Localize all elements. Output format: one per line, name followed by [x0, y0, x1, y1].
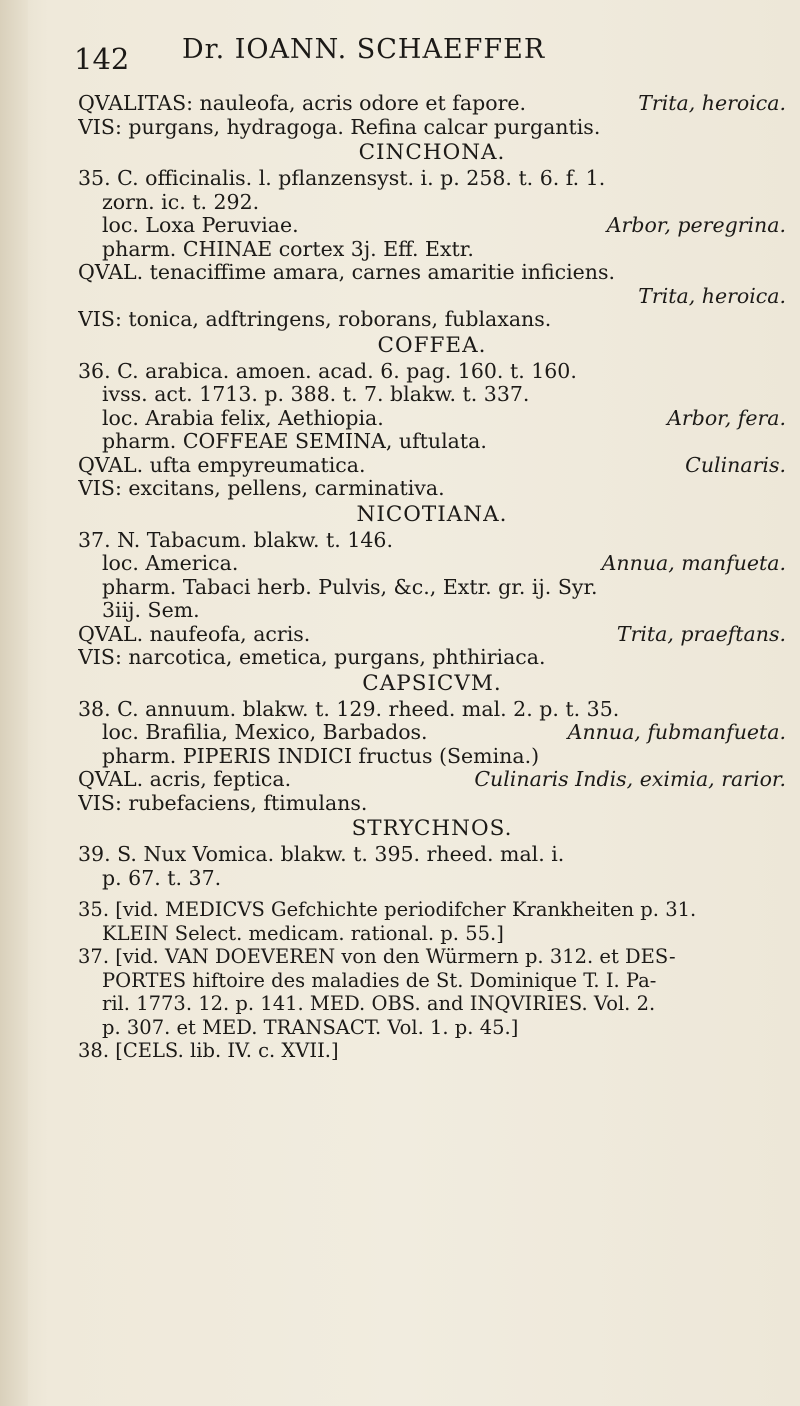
line-text: p. 307. et MED. TRANSACT. Vol. 1. p. 45.]: [102, 1015, 519, 1039]
section-heading: COFFEA.: [377, 332, 487, 358]
text-line: [78, 576, 786, 600]
line-text: QVALITAS: nauleofa, acris odore et fapore.: [78, 92, 527, 115]
line-text: 37. [vid. VAN DOEVEREN von den Würmern p. 312. et DES-: [78, 945, 676, 968]
page-number: 142: [74, 42, 130, 76]
text-line: [78, 745, 786, 769]
section-heading: STRYCHNOS.: [351, 816, 513, 841]
section-heading: CAPSICVM.: [362, 670, 502, 696]
line-text: pharm. Tabaci herb. Pulvis, &c., Extr. gr. ij. Syr.: [102, 575, 598, 599]
line-text: 37. N. Tabacum. blakw. t. 146.: [78, 528, 393, 552]
text-line: [78, 969, 786, 993]
line-text: 38. C. annuum. blakw. t. 129. rheed. mal. 2. p. t. 35.: [78, 697, 620, 721]
line-text: VIS: tonica, adftringens, roborans, fublaxans.: [78, 308, 552, 331]
running-header: [0, 34, 800, 74]
text-line: [78, 407, 786, 431]
main-text: [78, 92, 786, 1063]
text-line: [78, 898, 786, 922]
line-text: pharm. PIPERIS INDICI fructus (Semina.): [102, 744, 540, 768]
line-annotation: Arbor, peregrina.: [606, 214, 786, 237]
text-line: [78, 623, 786, 647]
line-text: QVAL. tenaciffime amara, carnes amaritie inficiens.: [78, 261, 616, 284]
line-annotation: Culinaris Indis, eximia, rarior.: [474, 768, 786, 791]
line-annotation: Arbor, fera.: [667, 406, 786, 430]
line-text: pharm. COFFEAE SEMINA, uftulata.: [102, 430, 487, 453]
text-line: [78, 646, 786, 670]
line-annotation: Culinaris.: [685, 453, 786, 477]
text-line: [78, 261, 786, 285]
line-text: QVAL. acris, feptica.: [78, 768, 292, 791]
text-line: [78, 477, 786, 501]
text-line: [78, 599, 786, 623]
text-line: [78, 92, 786, 116]
section-heading: NICOTIANA.: [356, 501, 508, 527]
header-title: Dr. IOANN. SCHAEFFER: [182, 34, 546, 65]
text-line: [78, 191, 786, 215]
text-line: [78, 116, 786, 140]
text-line: [78, 454, 786, 478]
line-text: QVAL. ufta empyreumatica.: [78, 453, 366, 477]
text-line: [78, 238, 786, 262]
text-line: [78, 792, 786, 816]
text-line: [78, 383, 786, 407]
line-annotation: Trita, heroica.: [638, 92, 786, 115]
line-annotation: Annua, manfueta.: [601, 552, 786, 575]
line-annotation: Annua, fubmanfueta.: [567, 721, 786, 744]
line-text: VIS: rubefaciens, ftimulans.: [78, 791, 368, 815]
text-line: [78, 529, 786, 553]
line-text: VIS: purgans, hydragoga. Refina calcar purgantis.: [78, 115, 601, 139]
text-line: [78, 1039, 786, 1063]
entry-lines: [78, 92, 786, 890]
line-text: loc. America.: [102, 552, 239, 575]
line-text: p. 67. t. 37.: [102, 866, 222, 890]
line-text: KLEIN Select. medicam. rational. p. 55.]: [102, 921, 504, 945]
line-text: 35. [vid. MEDICVS Gefchichte periodifcher Krankheiten p. 31.: [78, 898, 697, 921]
line-text: 38. [CELS. lib. IV. c. XVII.]: [78, 1039, 339, 1062]
line-text: PORTES hiftoire des maladies de St. Dominique T. I. Pa-: [102, 968, 657, 992]
text-line-right: Trita, heroica.: [638, 284, 786, 308]
line-text: zorn. ic. t. 292.: [102, 190, 260, 214]
line-text: VIS: excitans, pellens, carminativa.: [78, 477, 445, 500]
text-line: [78, 698, 786, 722]
line-text: 39. S. Nux Vomica. blakw. t. 395. rheed. mal. i.: [78, 843, 565, 866]
reference-notes: [78, 898, 786, 1063]
text-line: [78, 768, 786, 792]
text-line: [78, 430, 786, 454]
section-heading: CINCHONA.: [358, 140, 506, 165]
line-text: loc. Loxa Peruviae.: [102, 214, 299, 237]
text-line: [78, 167, 786, 191]
text-line: [78, 992, 786, 1016]
line-text: loc. Brafilia, Mexico, Barbados.: [102, 721, 428, 744]
line-text: 35. C. officinalis. l. pflanzensyst. i. p. 258. t. 6. f. 1.: [78, 167, 606, 190]
line-text: QVAL. naufeofa, acris.: [78, 622, 311, 646]
text-line: [78, 867, 786, 891]
text-line: [78, 360, 786, 384]
line-text: VIS: narcotica, emetica, purgans, phthiriaca.: [78, 646, 546, 669]
page-gutter: [0, 0, 28, 1406]
line-annotation: Trita, praeftans.: [616, 622, 786, 646]
line-text: ril. 1773. 12. p. 141. MED. OBS. and INQVIRIES. Vol. 2.: [102, 992, 656, 1015]
line-text: pharm. CHINAE cortex 3j. Eff. Extr.: [102, 237, 474, 261]
line-text: ivss. act. 1713. p. 388. t. 7. blakw. t. 337.: [102, 383, 530, 406]
line-text: loc. Arabia felix, Aethiopia.: [102, 406, 384, 430]
text-line: [78, 945, 786, 969]
text-line: [78, 721, 786, 745]
text-line: [78, 1016, 786, 1040]
text-line: [78, 308, 786, 332]
text-line: [78, 552, 786, 576]
text-line: [78, 843, 786, 867]
text-line: [78, 922, 786, 946]
line-text: 3iij. Sem.: [102, 599, 200, 622]
line-text: 36. C. arabica. amoen. acad. 6. pag. 160. t. 160.: [78, 359, 577, 383]
text-line: [78, 214, 786, 238]
